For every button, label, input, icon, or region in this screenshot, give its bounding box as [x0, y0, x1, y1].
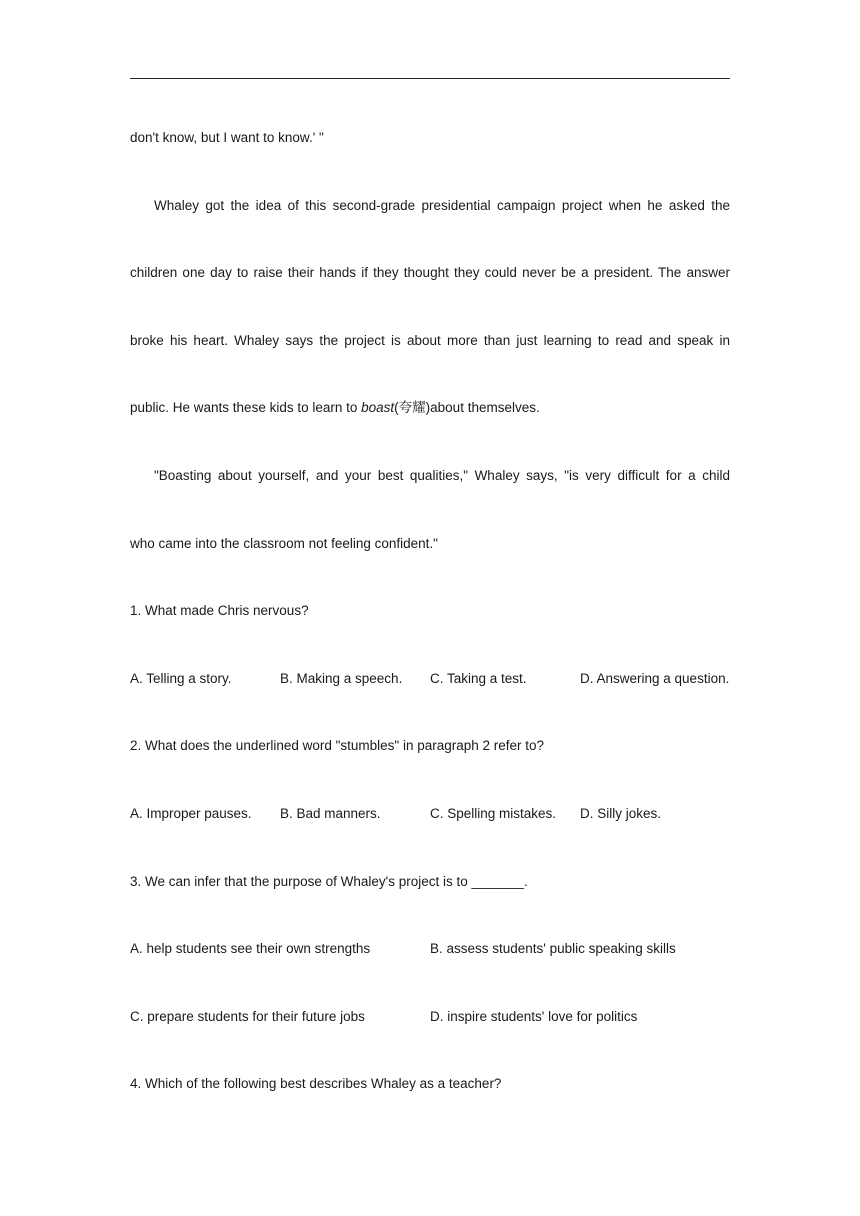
passage-paragraph-line: broke his heart. Whaley says the project is about more than just learning to read and speak in	[130, 333, 730, 348]
chinese-gloss: (夸耀)	[394, 400, 431, 415]
option-c: C. prepare students for their future jobs	[130, 1009, 365, 1024]
option-b: B. assess students' public speaking skills	[430, 941, 676, 956]
option-d: D. Answering a question.	[580, 671, 730, 686]
question-stem: 4. Which of the following best describes Whaley as a teacher?	[130, 1076, 502, 1091]
question-options	[130, 805, 730, 823]
passage-text: about themselves.	[430, 400, 540, 415]
passage-paragraph-line: Whaley got the idea of this second-grade presidential campaign project when he asked the	[154, 198, 730, 213]
option-a: A. help students see their own strengths	[130, 941, 371, 956]
option-c: C. Spelling mistakes.	[430, 806, 557, 821]
passage-paragraph-line: "Boasting about yourself, and your best qualities," Whaley says, "is very difficult for a child	[154, 468, 730, 483]
question-stem: 2. What does the underlined word "stumbles" in paragraph 2 refer to?	[130, 738, 545, 753]
question-stem: 3. We can infer that the purpose of Whaley's project is to _______.	[130, 874, 528, 889]
question-options	[130, 670, 730, 688]
passage-text: public. He wants these kids to learn to	[130, 400, 362, 415]
header-rule	[130, 78, 730, 79]
option-b: B. Bad manners.	[280, 806, 381, 821]
option-a: A. Telling a story.	[130, 671, 232, 686]
option-c: C. Taking a test.	[430, 671, 527, 686]
question-options	[130, 940, 730, 958]
option-a: A. Improper pauses.	[130, 806, 252, 821]
italic-word-boast: boast	[361, 400, 395, 415]
option-b: B. Making a speech.	[280, 671, 403, 686]
option-d: D. inspire students' love for politics	[430, 1009, 638, 1024]
question-options	[130, 1008, 730, 1026]
passage-paragraph-line: children one day to raise their hands if they thought they could never be a president. The answer	[130, 265, 730, 280]
passage-paragraph-line	[130, 399, 730, 417]
passage-paragraph-line: who came into the classroom not feeling confident."	[130, 536, 438, 551]
option-d: D. Silly jokes.	[580, 806, 662, 821]
question-stem: 1. What made Chris nervous?	[130, 603, 309, 618]
passage-line: don't know, but I want to know.' "	[130, 130, 324, 145]
